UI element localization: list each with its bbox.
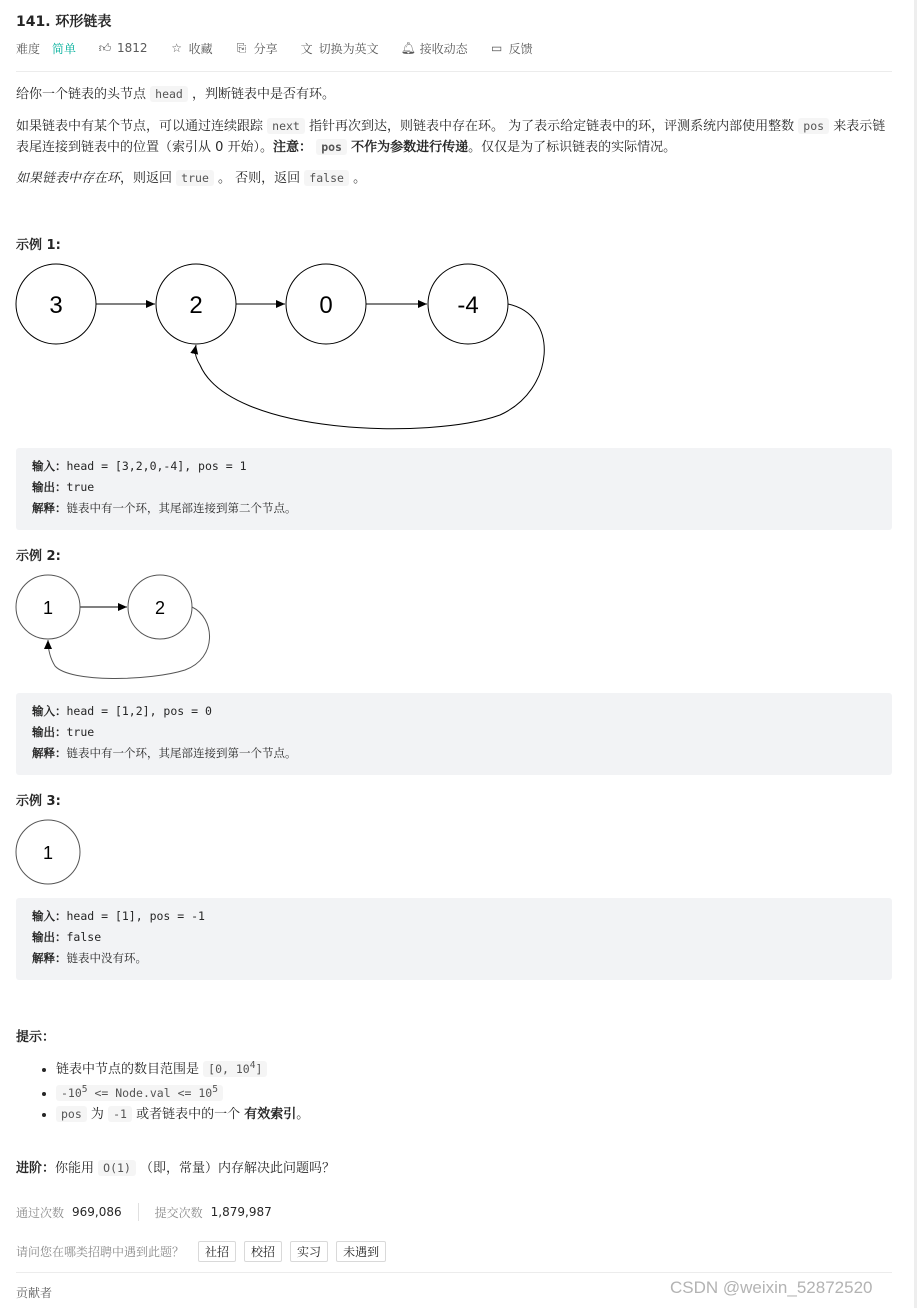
example-1-title: 示例 1:	[16, 238, 61, 253]
submitted-value: 1,879,987	[210, 1205, 272, 1219]
share-label: 分享	[253, 41, 278, 56]
inline-code: next	[267, 118, 305, 134]
text: 如果链表中有某个节点，可以通过连续跟踪	[16, 119, 264, 134]
inline-code: pos	[56, 1106, 87, 1122]
text: ，则返回	[120, 171, 173, 186]
footer-divider	[16, 1272, 892, 1273]
input-label: 输入：	[32, 909, 67, 923]
hint-item	[56, 1104, 309, 1125]
share-button[interactable]	[235, 40, 278, 57]
list-node	[16, 264, 96, 344]
text: 指针再次到达，则链表中存在环。 为了表示给定链表中的环，评测系统内部使用整数	[309, 119, 795, 134]
survey-option-intern[interactable]: 实习	[290, 1241, 328, 1262]
star-icon: ☆	[171, 41, 182, 55]
output-label: 输出：	[32, 930, 67, 944]
input-label: 输入：	[32, 459, 67, 473]
code-text: ]	[255, 1061, 263, 1076]
subscribe-label: 接收动态	[419, 41, 468, 56]
explain-label: 解释：	[32, 746, 67, 760]
example-3-code-block	[16, 898, 892, 980]
inline-code: -1	[108, 1106, 132, 1122]
survey-question: 请问您在哪类招聘中遇到此题？	[16, 1245, 185, 1259]
input-label: 输入：	[32, 704, 67, 718]
advanced-label: 进阶：	[16, 1161, 56, 1176]
input-value: head = [3,2,0,-4], pos = 1	[66, 459, 247, 473]
node-value: 1	[42, 843, 54, 863]
node-value: 2	[189, 292, 203, 319]
node-value: 3	[49, 292, 63, 319]
note-label: 注意：	[273, 140, 313, 155]
italic-text: 如果链表中存在环	[16, 171, 121, 186]
node-value: 2	[154, 598, 166, 618]
text: 给你一个链表的头节点	[16, 87, 147, 102]
superscript: 4	[249, 1060, 256, 1071]
inline-code	[203, 1061, 267, 1077]
inline-code: O(1)	[98, 1160, 136, 1176]
text: 。仅仅是为了标识链表的实际情况。	[468, 140, 677, 155]
node-value: 1	[42, 598, 54, 618]
bell-icon: 🔔︎	[400, 41, 416, 55]
feedback-button[interactable]	[490, 40, 533, 57]
explain-value: 链表中有一个环，其尾部连接到第二个节点。	[66, 501, 297, 515]
inline-code	[56, 1085, 223, 1101]
description-paragraph-1	[16, 84, 892, 105]
example-3-title: 示例 3:	[16, 794, 61, 809]
example-3-diagram	[0, 814, 90, 892]
inline-code: false	[304, 170, 349, 186]
like-count: 1812	[117, 41, 148, 55]
description-paragraph-3	[16, 168, 892, 189]
thumbs-up-icon: 👍︎	[98, 40, 112, 55]
list-node	[128, 575, 192, 639]
output-label: 输出：	[32, 725, 67, 739]
problem-meta-bar	[16, 39, 555, 57]
like-button[interactable]	[98, 41, 148, 56]
list-node	[16, 820, 80, 884]
output-value: true	[66, 480, 95, 494]
text: 来表示链表尾连接到链表中的位置（索引从 0 开始）。	[16, 119, 886, 155]
switch-language-button[interactable]	[300, 40, 379, 57]
survey-option-none[interactable]: 未遇到	[336, 1241, 386, 1262]
difficulty-label: 难度	[16, 41, 41, 56]
hints-list	[16, 1056, 309, 1125]
text: 。	[353, 171, 367, 186]
favorite-label: 收藏	[188, 41, 213, 56]
description-paragraph-2	[16, 116, 892, 158]
text: （即，常量）内存解决此问题吗？	[140, 1161, 336, 1176]
explain-label: 解释：	[32, 501, 67, 515]
passed-label: 通过次数	[16, 1205, 65, 1220]
example-2-title: 示例 2:	[16, 549, 61, 564]
favorite-button[interactable]	[170, 40, 213, 57]
text: 或者链表中的一个	[136, 1106, 241, 1122]
text: 为	[90, 1106, 104, 1122]
submitted-label: 提交次数	[154, 1205, 203, 1220]
example-2-diagram	[0, 568, 240, 684]
list-node	[286, 264, 366, 344]
output-label: 输出：	[32, 480, 67, 494]
share-icon: ⎘	[236, 40, 247, 55]
node-value: 0	[319, 292, 333, 319]
problem-title: 141. 环形链表	[16, 14, 112, 30]
note-bold: 不作为参数进行传递	[351, 140, 469, 155]
hint-item	[56, 1056, 309, 1080]
switch-language-label: 切换为英文	[318, 41, 379, 56]
explain-value: 链表中有一个环，其尾部连接到第一个节点。	[66, 746, 297, 760]
superscript: 5	[212, 1083, 218, 1095]
difficulty-badge: 简单	[52, 41, 77, 56]
example-1-diagram	[0, 255, 600, 440]
text: 你能用	[55, 1161, 95, 1176]
interview-survey	[16, 1241, 386, 1262]
survey-option-campus[interactable]: 校招	[244, 1241, 282, 1262]
bold-text: 有效索引	[244, 1106, 297, 1122]
example-1-code-block	[16, 448, 892, 530]
hint-item	[56, 1080, 309, 1104]
translate-icon: 文	[300, 41, 313, 56]
list-node	[16, 575, 80, 639]
output-value: true	[66, 725, 95, 739]
header-divider	[16, 71, 892, 72]
example-2-code-block	[16, 693, 892, 775]
code-text: <= Node.val <= 10	[87, 1085, 213, 1100]
list-node	[428, 264, 508, 344]
feedback-label: 反馈	[508, 41, 533, 56]
input-value: head = [1,2], pos = 0	[66, 704, 212, 718]
hints-title: 提示：	[16, 1030, 56, 1045]
submission-stats	[16, 1203, 272, 1221]
inline-code: pos	[798, 118, 829, 134]
superscript: 5	[81, 1083, 88, 1095]
passed-value: 969,086	[72, 1205, 122, 1219]
survey-option-social[interactable]: 社招	[198, 1241, 236, 1262]
subscribe-button[interactable]	[401, 40, 468, 57]
explain-value: 链表中没有环。	[66, 951, 147, 965]
inline-code: head	[150, 86, 188, 102]
output-value: false	[66, 930, 102, 944]
list-node	[156, 264, 236, 344]
node-value: -4	[457, 292, 479, 319]
advanced-paragraph	[16, 1158, 892, 1179]
inline-code: true	[176, 170, 214, 186]
feedback-icon: ▭	[490, 41, 503, 55]
explain-label: 解释：	[32, 951, 67, 965]
input-value: head = [1], pos = -1	[66, 909, 205, 923]
contributors-toggle[interactable]: 贡献者	[16, 1286, 53, 1300]
stats-divider	[138, 1203, 139, 1221]
text: 。	[296, 1106, 310, 1122]
code-text: -10	[61, 1085, 82, 1100]
text: 链表中节点的数目范围是	[56, 1061, 200, 1077]
watermark: CSDN @weixin_52872520	[670, 1278, 873, 1297]
text: 。 否则，返回	[218, 171, 301, 186]
inline-code: pos	[316, 139, 347, 155]
code-text: [0, 10	[208, 1061, 250, 1076]
text: ，判断链表中是否有环。	[192, 87, 336, 102]
